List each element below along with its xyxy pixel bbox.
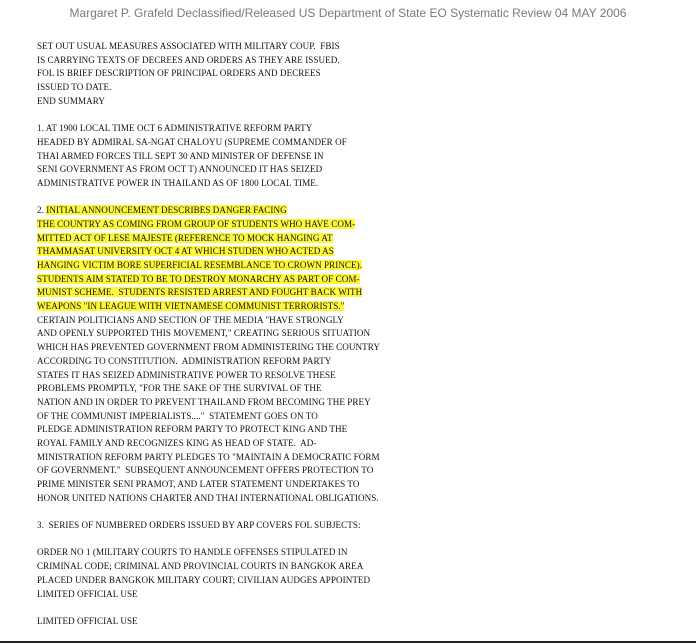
- text-line: IS CARRYING TEXTS OF DECREES AND ORDERS AS THEY ARE ISSUED.: [37, 54, 340, 65]
- highlighted-text: STUDENTS AIM STATED TO BE TO DESTROY MONARCHY AS PART OF COM-: [37, 273, 360, 284]
- text-line: [37, 204, 380, 218]
- highlighted-text: MUNIST SCHEME. STUDENTS RESISTED ARREST AND FOUGHT BACK WITH: [37, 287, 363, 298]
- highlighted-text: THAMMASAT UNIVERSITY OCT 4 AT WHICH STUDEN WHO ACTED AS: [37, 246, 334, 257]
- text-line: [37, 300, 380, 314]
- blank-line: [37, 505, 380, 519]
- highlighted-text: INITIAL ANNOUNCEMENT DESCRIBES DANGER FACING: [46, 205, 287, 216]
- text-line: PROBLEMS PROMPTLY, "FOR THE SAKE OF THE SURVIVAL OF THE: [37, 383, 322, 394]
- blank-line: [37, 601, 380, 615]
- highlighted-text: HANGING VICTIM BORE SUPERFICIAL RESEMBLANCE TO CROWN PRINCE).: [37, 260, 363, 270]
- text-line: [37, 232, 380, 246]
- blank-line: [37, 108, 380, 122]
- highlighted-text: MITTED ACT OF LESE MAJESTE (REFERENCE TO MOCK HANGING AT: [37, 232, 333, 243]
- text-line: OF THE COMMUNIST IMPERIALISTS...." STATEMENT GOES ON TO: [37, 410, 318, 421]
- text-line: 3. SERIES OF NUMBERED ORDERS ISSUED BY ARP COVERS FOL SUBJECTS:: [37, 520, 361, 531]
- text-line: SENI GOVERNMENT AS FROM OCT T) ANNOUNCED IT HAS SEIZED: [37, 164, 323, 175]
- text-line: PLEDGE ADMINISTRATION REFORM PARTY TO PROTECT KING AND THE: [37, 424, 348, 435]
- text-line: [37, 286, 380, 300]
- classification-marking: LIMITED OFFICIAL USE: [37, 615, 138, 626]
- text-line: STATES IT HAS SEIZED ADMINISTRATIVE POWER TO RESOLVE THESE: [37, 369, 336, 380]
- declassification-header: Margaret P. Grafeld Declassified/Released US Department of State EO Systematic Review 04 MAY 2006: [69, 6, 627, 20]
- blank-line: [37, 533, 380, 547]
- text-line: [37, 259, 380, 273]
- text-line: PRIME MINISTER SENI PRAMOT, AND LATER STATEMENT UNDERTAKES TO: [37, 479, 360, 489]
- text-line: CRIMINAL CODE; CRIMINAL AND PROVINCIAL COURTS IN BANGKOK AREA: [37, 561, 364, 572]
- text-line: OF GOVERNMENT." SUBSEQUENT ANNOUNCEMENT OFFERS PROTECTION TO: [37, 465, 374, 476]
- text-line: PLACED UNDER BANGKOK MILITARY COURT; CIVILIAN AUDGES APPOINTED: [37, 574, 371, 585]
- highlighted-text: THE COUNTRY AS COMING FROM GROUP OF STUDENTS WHO HAVE COM-: [37, 218, 356, 229]
- text-line: MINISTRATION REFORM PARTY PLEDGES TO "MAINTAIN A DEMOCRATIC FORM: [37, 451, 380, 462]
- highlighted-text: WEAPONS "IN LEAGUE WITH VIETNAMESE COMMUNIST TERRORISTS.": [37, 301, 345, 312]
- text-line: ISSUED TO DATE.: [37, 82, 112, 93]
- text-line: END SUMMARY: [37, 95, 106, 106]
- text-line: AND OPENLY SUPPORTED THIS MOVEMENT," CREATING SERIOUS SITUATION: [37, 328, 371, 339]
- text-line: [37, 218, 380, 232]
- text-line: ADMINISTRATIVE POWER IN THAILAND AS OF 1800 LOCAL TIME.: [37, 177, 319, 188]
- blank-line: [37, 191, 380, 205]
- cable-body: [37, 40, 380, 629]
- text-line: HEADED BY ADMIRAL SA-NGAT CHALOYU (SUPREME COMMANDER OF: [37, 136, 347, 147]
- classification-marking: LIMITED OFFICIAL USE: [37, 588, 138, 599]
- text-line: ACCORDING TO CONSTITUTION. ADMINISTRATION REFORM PARTY: [37, 355, 332, 366]
- text-line: FOL IS BRIEF DESCRIPTION OF PRINCIPAL ORDERS AND DECREES: [37, 68, 321, 79]
- text-line: ROYAL FAMILY AND RECOGNIZES KING AS HEAD OF STATE. AD-: [37, 437, 317, 448]
- text-line: SET OUT USUAL MEASURES ASSOCIATED WITH MILITARY COUP. FBIS: [37, 41, 340, 51]
- text-line: HONOR UNITED NATIONS CHARTER AND THAI INTERNATIONAL OBLIGATIONS.: [37, 492, 379, 503]
- text-line: 1. AT 1900 LOCAL TIME OCT 6 ADMINISTRATIVE REFORM PARTY: [37, 123, 313, 134]
- text-line: [37, 245, 380, 259]
- text-line: NATION AND IN ORDER TO PREVENT THAILAND FROM BECOMING THE PREY: [37, 396, 371, 407]
- text-line: THAI ARMED FORCES TILL SEPT 30 AND MINISTER OF DEFENSE IN: [37, 150, 324, 161]
- text-line: CERTAIN POLITICIANS AND SECTION OF THE MEDIA "HAVE STRONGLY: [37, 314, 344, 325]
- text-line: [37, 273, 380, 287]
- text-line: WHICH HAS PREVENTED GOVERNMENT FROM ADMINISTERING THE COUNTRY: [37, 342, 380, 353]
- paragraph-number: 2.: [37, 205, 47, 216]
- text-line: ORDER NO 1 (MILITARY COURTS TO HANDLE OFFENSES STIPULATED IN: [37, 547, 348, 558]
